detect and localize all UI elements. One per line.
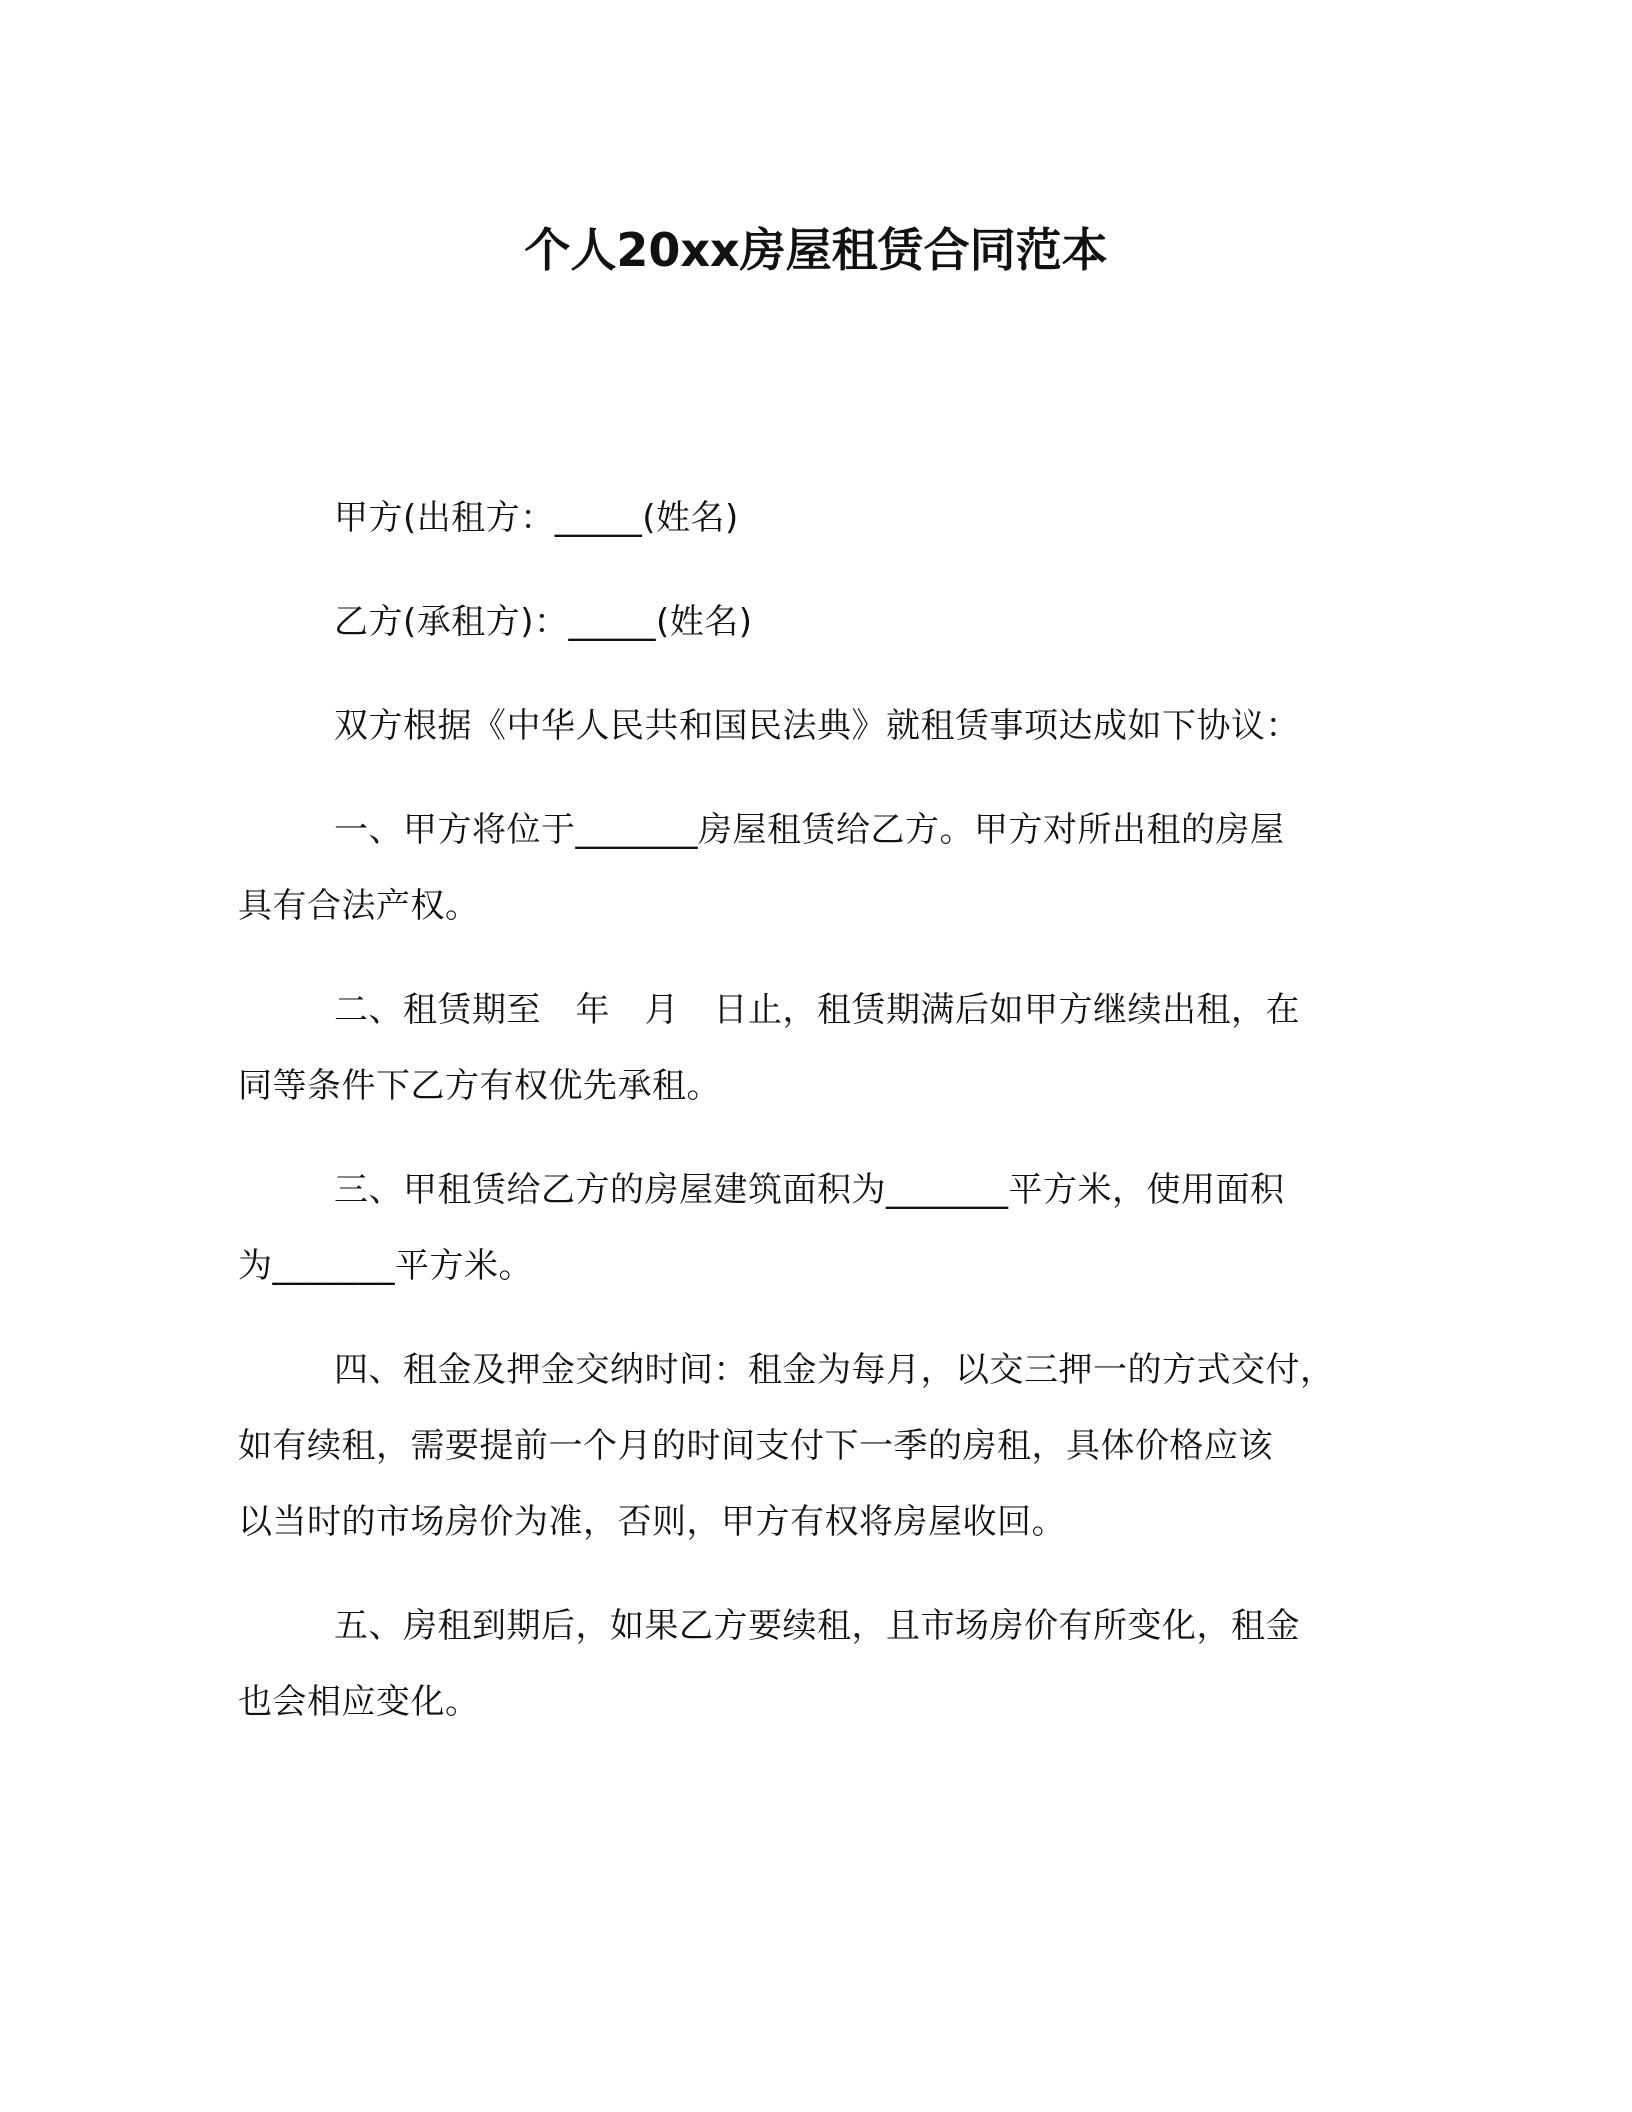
clause-1-line-1: 一、甲方将位于_______房屋租赁给乙方。甲方对所出租的房屋 [334,810,1285,850]
clause-5-line-2: 也会相应变化。 [238,1682,480,1722]
clause-3-line-1: 三、甲租赁给乙方的房屋建筑面积为_______平方米，使用面积 [334,1170,1285,1210]
clause-4-line-3: 以当时的市场房价为准，否则，甲方有权将房屋收回。 [238,1502,1066,1542]
clause-5-line-1: 五、房租到期后，如果乙方要续租，且市场房价有所变化，租金 [334,1606,1300,1646]
clause-3-line-2: 为_______平方米。 [238,1246,533,1286]
clause-1-line-2: 具有合法产权。 [238,886,480,926]
clause-2-line-2: 同等条件下乙方有权优先承租。 [238,1066,721,1106]
party-b-line: 乙方(承租方)：_____(姓名) [334,602,753,642]
clause-2-line-1: 二、租赁期至 年 月 日止，租赁期满后如甲方继续出租，在 [334,990,1300,1030]
document-title: 个人20xx房屋租赁合同范本 [524,223,1108,277]
agreement-intro: 双方根据《中华人民共和国民法典》就租赁事项达成如下协议： [334,706,1300,746]
clause-4-line-1: 四、租金及押金交纳时间：租金为每月，以交三押一的方式交付， [334,1350,1335,1390]
party-a-line: 甲方(出租方：_____(姓名) [334,498,739,538]
clause-4-line-2: 如有续租，需要提前一个月的时间支付下一季的房租，具体价格应该 [238,1426,1273,1466]
